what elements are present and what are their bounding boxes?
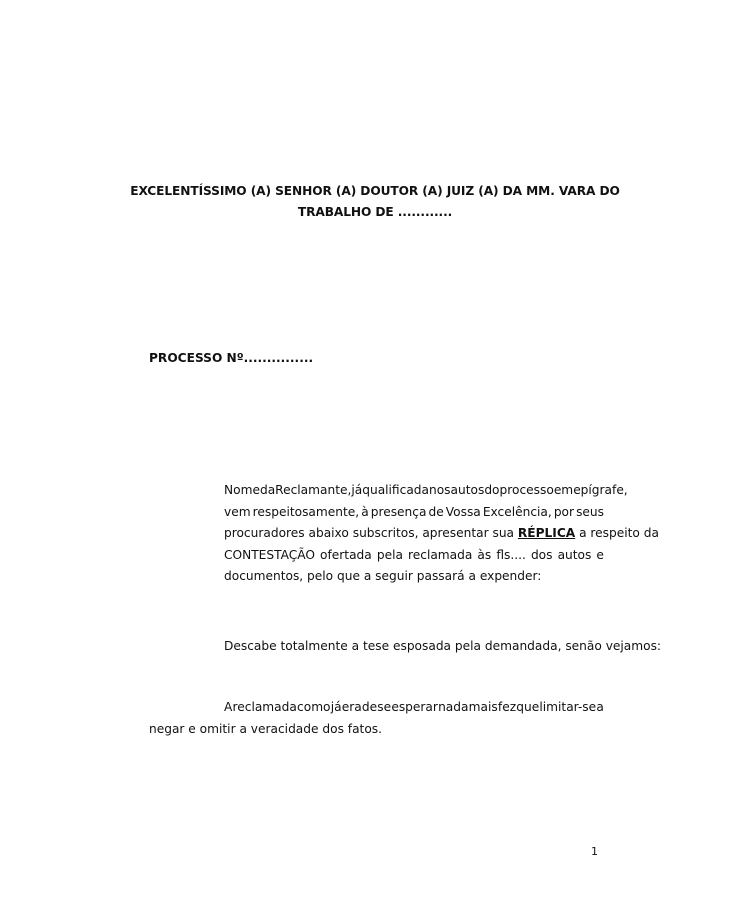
word: autos (557, 547, 592, 562)
word: nada (438, 700, 469, 714)
paragraph3-line-1 (149, 697, 604, 719)
word: pela (376, 547, 403, 562)
word: como (297, 700, 331, 714)
word: a (596, 700, 604, 714)
page-number: 1 (591, 845, 598, 858)
word: A (224, 700, 233, 714)
word: processo (499, 483, 554, 497)
word: fls.... (496, 547, 526, 562)
word: de (361, 700, 378, 714)
word: já (330, 700, 342, 714)
word: CONTESTAÇÃO (224, 547, 315, 562)
word: epígrafe, (573, 483, 628, 497)
word: respeitosamente, (252, 504, 360, 519)
word: e (596, 547, 604, 562)
word: da (259, 483, 276, 497)
paragraph-reclamada (149, 697, 604, 740)
paragraph1-line-3-start: procuradores abaixo subscritos, apresentar sua (224, 526, 518, 540)
heading-line-2: TRABALHO DE ............ (297, 205, 453, 219)
word: se (377, 700, 392, 714)
word: limitar-se (539, 700, 597, 714)
word: reclamada (232, 700, 297, 714)
replica-emphasis: RÉPLICA (517, 526, 576, 540)
word: em (553, 483, 574, 497)
paragraph1-line-5: documentos, pelo que a seguir passará a expender: (224, 569, 542, 583)
word: do (484, 483, 500, 497)
word: presença (370, 504, 427, 519)
word: Excelência, (482, 504, 552, 519)
word: mais (468, 700, 498, 714)
paragraph1-line-4 (224, 545, 604, 567)
word: Reclamante, (275, 483, 352, 497)
process-number: PROCESSO Nº............... (149, 351, 314, 365)
word: reclamada (408, 547, 473, 562)
word: autos (450, 483, 485, 497)
paragraph1-line-3-end: a respeito da (575, 526, 659, 540)
paragraph1-line-1 (224, 480, 628, 502)
word: seus (576, 504, 604, 519)
paragraph1-line-3 (224, 523, 659, 545)
word: ofertada (320, 547, 372, 562)
word: era (341, 700, 362, 714)
paragraph3-line-2: negar e omitir a veracidade dos fatos. (149, 721, 383, 736)
word: qualificada (362, 483, 429, 497)
word: Vossa (445, 504, 481, 519)
word: de (428, 504, 444, 519)
word: fez (497, 700, 517, 714)
word: à (361, 504, 369, 519)
paragraph-replica-intro (224, 480, 659, 588)
petition-heading (130, 181, 620, 223)
word: por (553, 504, 575, 519)
word: já (351, 483, 363, 497)
word: Nome (224, 483, 260, 497)
word: dos (530, 547, 553, 562)
heading-line-1: EXCELENTÍSSIMO (A) SENHOR (A) DOUTOR (A) JUIZ (A) DA MM. VARA DO (130, 184, 620, 198)
word: vem (224, 504, 251, 519)
word: que (516, 700, 540, 714)
paragraph-descabe: Descabe totalmente a tese esposada pela demandada, senão vejamos: (224, 639, 662, 653)
word: nos (429, 483, 451, 497)
word: esperar (391, 700, 438, 714)
paragraph1-line-2 (224, 502, 604, 524)
word: às (477, 547, 492, 562)
